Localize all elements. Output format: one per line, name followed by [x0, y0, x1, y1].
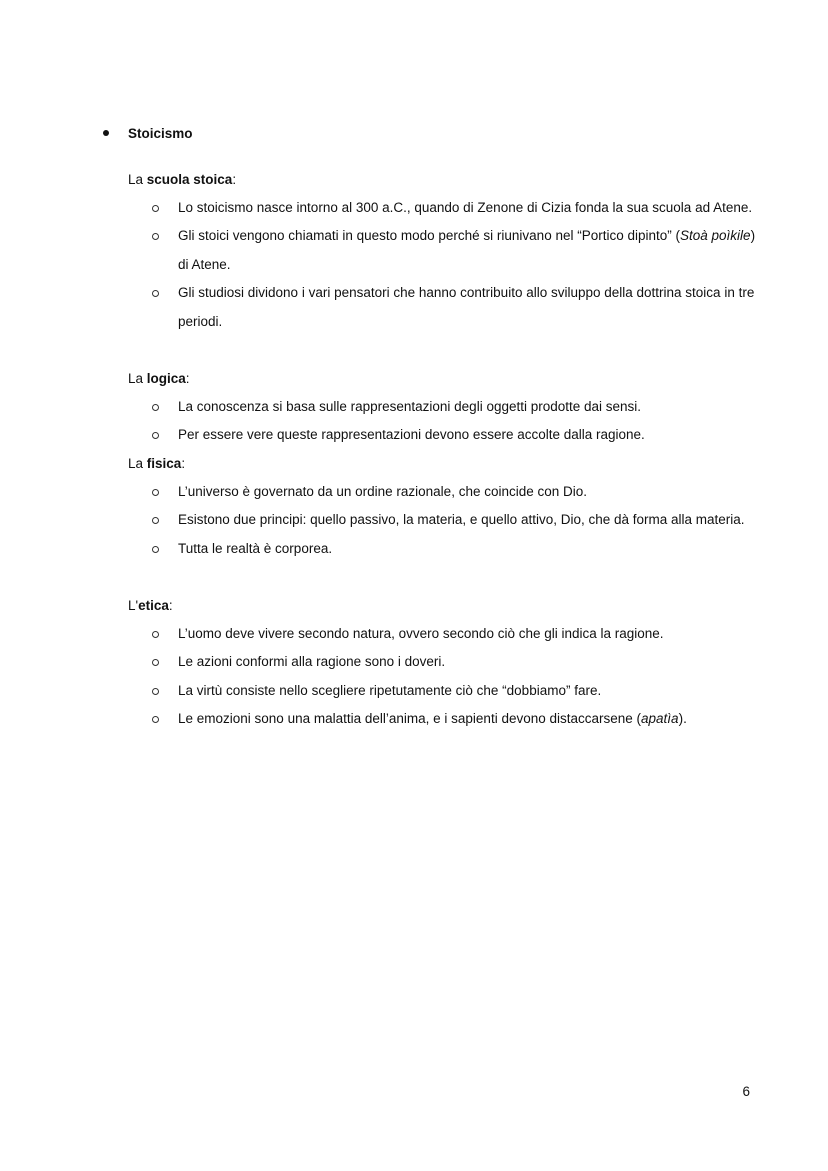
list-item: Le emozioni sono una malattia dell’anima, e i sapienti devono distaccarsene (apatìa).	[128, 705, 768, 733]
section-term: scuola stoica	[146, 172, 233, 187]
list-item: L’uomo deve vivere secondo natura, ovvero secondo ciò che gli indica la ragione.	[128, 620, 768, 648]
list-item: Le azioni conformi alla ragione sono i doveri.	[128, 648, 768, 676]
list-item: Esistono due principi: quello passivo, la materia, e quello attivo, Dio, che dà forma alla materia.	[128, 506, 768, 534]
circle-bullet-icon	[152, 716, 159, 723]
list-item: Gli stoici vengono chiamati in questo modo perché si riunivano nel “Portico dipinto” (Stoà poìkile) di Atene.	[128, 222, 768, 279]
section-term: fisica	[146, 456, 182, 471]
section-heading: L'etica:	[128, 598, 173, 613]
circle-bullet-icon	[152, 233, 159, 240]
section-heading: La fisica:	[128, 456, 186, 471]
section-scuola-stoica	[128, 166, 768, 336]
circle-bullet-icon	[152, 404, 159, 411]
list-item: Tutta le realtà è corporea.	[128, 535, 768, 563]
circle-bullet-icon	[152, 432, 159, 439]
bullet-dot-icon	[103, 130, 109, 136]
circle-bullet-icon	[152, 517, 159, 524]
list-item: L’universo è governato da un ordine razionale, che coincide con Dio.	[128, 478, 768, 506]
list-item: Gli studiosi dividono i vari pensatori che hanno contribuito allo sviluppo della dottrina stoica in tre periodi.	[128, 279, 768, 336]
section-heading: La logica:	[128, 371, 190, 386]
circle-bullet-icon	[152, 659, 159, 666]
list-item: La virtù consiste nello scegliere ripetutamente ciò che “dobbiamo” fare.	[128, 677, 768, 705]
section-heading: La scuola stoica:	[128, 172, 237, 187]
section-term: etica	[138, 598, 169, 613]
topic-title: Stoicismo	[128, 126, 193, 141]
circle-bullet-icon	[152, 290, 159, 297]
section-etica	[128, 592, 768, 734]
circle-bullet-icon	[152, 631, 159, 638]
section-fisica	[128, 450, 768, 563]
page-number: 6	[742, 1084, 750, 1099]
list-item: Lo stoicismo nasce intorno al 300 a.C., quando di Zenone di Cizia fonda la sua scuola ad Atene.	[128, 194, 768, 222]
circle-bullet-icon	[152, 489, 159, 496]
section-logica	[128, 365, 768, 450]
circle-bullet-icon	[152, 688, 159, 695]
topic-bullet	[103, 126, 193, 141]
list-item: La conoscenza si basa sulle rappresentazioni degli oggetti prodotte dai sensi.	[128, 393, 768, 421]
list-item: Per essere vere queste rappresentazioni devono essere accolte dalla ragione.	[128, 421, 768, 449]
circle-bullet-icon	[152, 546, 159, 553]
circle-bullet-icon	[152, 205, 159, 212]
section-term: logica	[146, 371, 186, 386]
